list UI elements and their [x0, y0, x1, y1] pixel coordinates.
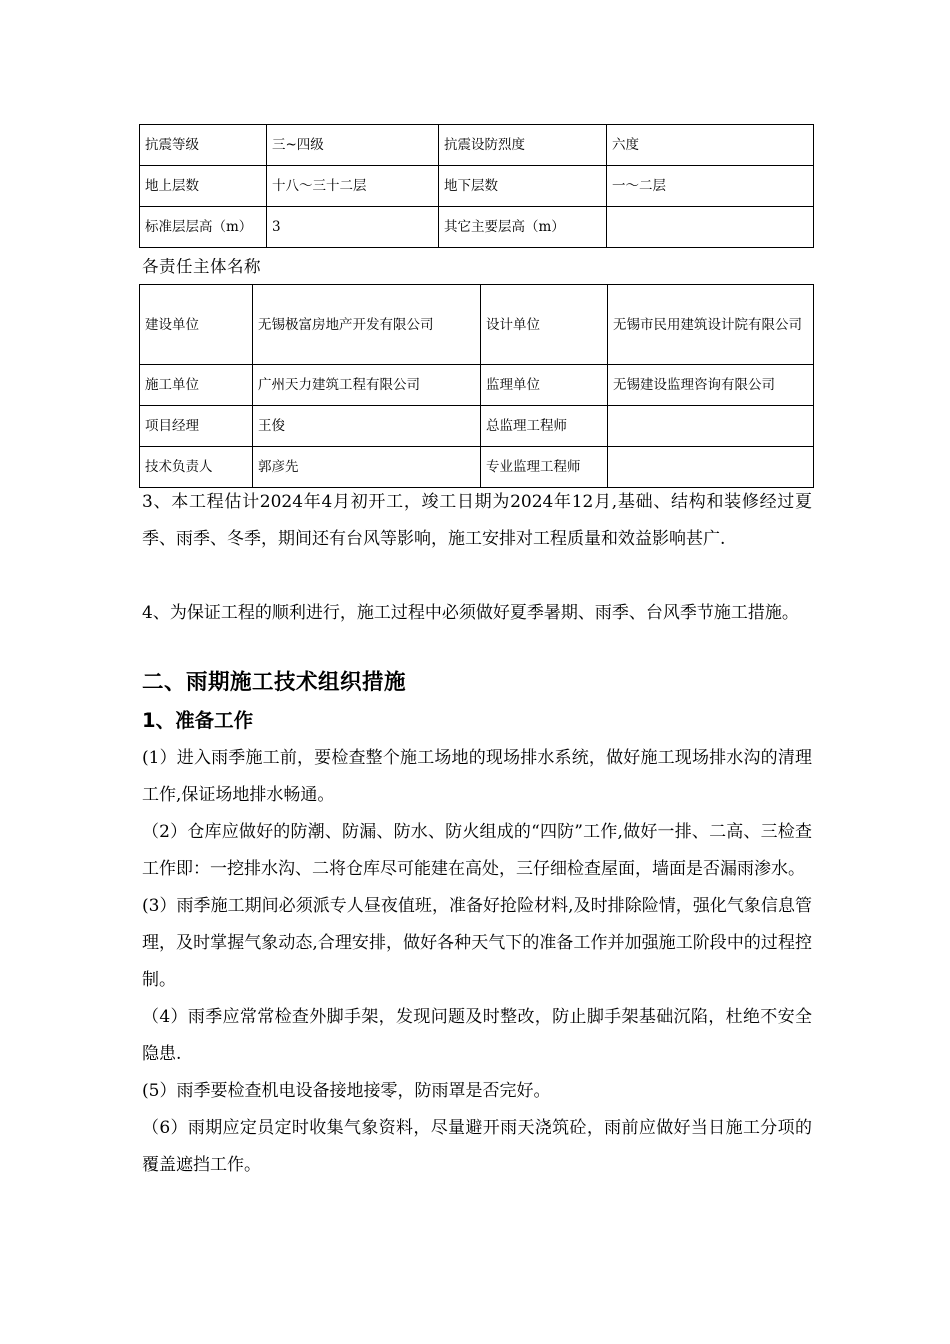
section-caption: 各责任主体名称	[142, 257, 261, 276]
table-cell	[607, 207, 814, 248]
list-item: （6）雨期应定员定时收集气象资料，尽量避开雨天浇筑砼，雨前应做好当日施工分项的覆盖遮挡工作。	[142, 1118, 812, 1175]
table-cell: 抗震等级	[140, 125, 267, 166]
table-cell: 无锡建设监理咨询有限公司	[608, 365, 814, 406]
table-row	[140, 406, 814, 447]
list-item: （2）仓库应做好的防潮、防漏、防水、防火组成的“四防”工作,做好一排、二高、三检查工作即：一挖排水沟、二将仓库尽可能建在高处，三仔细检查屋面，墙面是否漏雨渗水。	[142, 822, 812, 879]
paragraph-measures: 4、为保证工程的顺利进行，施工过程中必须做好夏季暑期、雨季、台风季节施工措施。	[142, 603, 799, 623]
seismic-info-table	[139, 124, 814, 248]
preparation-list	[142, 740, 812, 1184]
table-cell: 建设单位	[140, 285, 253, 365]
table-cell: 一～二层	[607, 166, 814, 207]
table-cell: 郭彦先	[253, 447, 481, 488]
section-heading: 二、雨期施工技术组织措施	[142, 670, 407, 695]
table-cell: 技术负责人	[140, 447, 253, 488]
table-cell: 项目经理	[140, 406, 253, 447]
list-item: （4）雨季应常常检查外脚手架，发现问题及时整改，防止脚手架基础沉陷，杜绝不安全隐患.	[142, 1007, 812, 1064]
table-cell: 无锡极富房地产开发有限公司	[253, 285, 481, 365]
table-cell: 地下层数	[439, 166, 607, 207]
table-cell: 抗震设防烈度	[439, 125, 607, 166]
table-cell: 施工单位	[140, 365, 253, 406]
table-row	[140, 207, 814, 248]
table-cell: 设计单位	[481, 285, 608, 365]
table-cell: 标准层层高（m）	[140, 207, 267, 248]
subsection-heading: 1、准备工作	[142, 709, 254, 732]
table-cell: 总监理工程师	[481, 406, 608, 447]
table-cell: 监理单位	[481, 365, 608, 406]
list-item: (1）进入雨季施工前，要检查整个施工场地的现场排水系统，做好施工现场排水沟的清理工作,保证场地排水畅通。	[142, 748, 812, 805]
table-cell: 专业监理工程师	[481, 447, 608, 488]
table-row	[140, 447, 814, 488]
table-row	[140, 166, 814, 207]
table-row	[140, 125, 814, 166]
table-cell: 六度	[607, 125, 814, 166]
table-row	[140, 285, 814, 365]
table-cell: 广州天力建筑工程有限公司	[253, 365, 481, 406]
table-row	[140, 365, 814, 406]
table-cell: 无锡市民用建筑设计院有限公司	[608, 285, 814, 365]
table-cell	[608, 447, 814, 488]
table-cell: 3	[267, 207, 439, 248]
table-cell: 十八～三十二层	[267, 166, 439, 207]
table-cell	[608, 406, 814, 447]
paragraph-schedule: 3、本工程估计2024年4月初开工，竣工日期为2024年12月,基础、结构和装修经过夏季、雨季、冬季，期间还有台风等影响，施工安排对工程质量和效益影响甚广.	[142, 492, 812, 549]
list-item: (5）雨季要检查机电设备接地接零，防雨罩是否完好。	[142, 1081, 551, 1101]
responsible-parties-table	[139, 284, 814, 488]
table-cell: 王俊	[253, 406, 481, 447]
table-cell: 其它主要层高（m）	[439, 207, 607, 248]
list-item: (3）雨季施工期间必须派专人昼夜值班，准备好抢险材料,及时排除险情，强化气象信息管理，及时掌握气象动态,合理安排，做好各种天气下的准备工作并加强施工阶段中的过程控制。	[142, 896, 812, 990]
table-cell: 地上层数	[140, 166, 267, 207]
table-cell: 三~四级	[267, 125, 439, 166]
